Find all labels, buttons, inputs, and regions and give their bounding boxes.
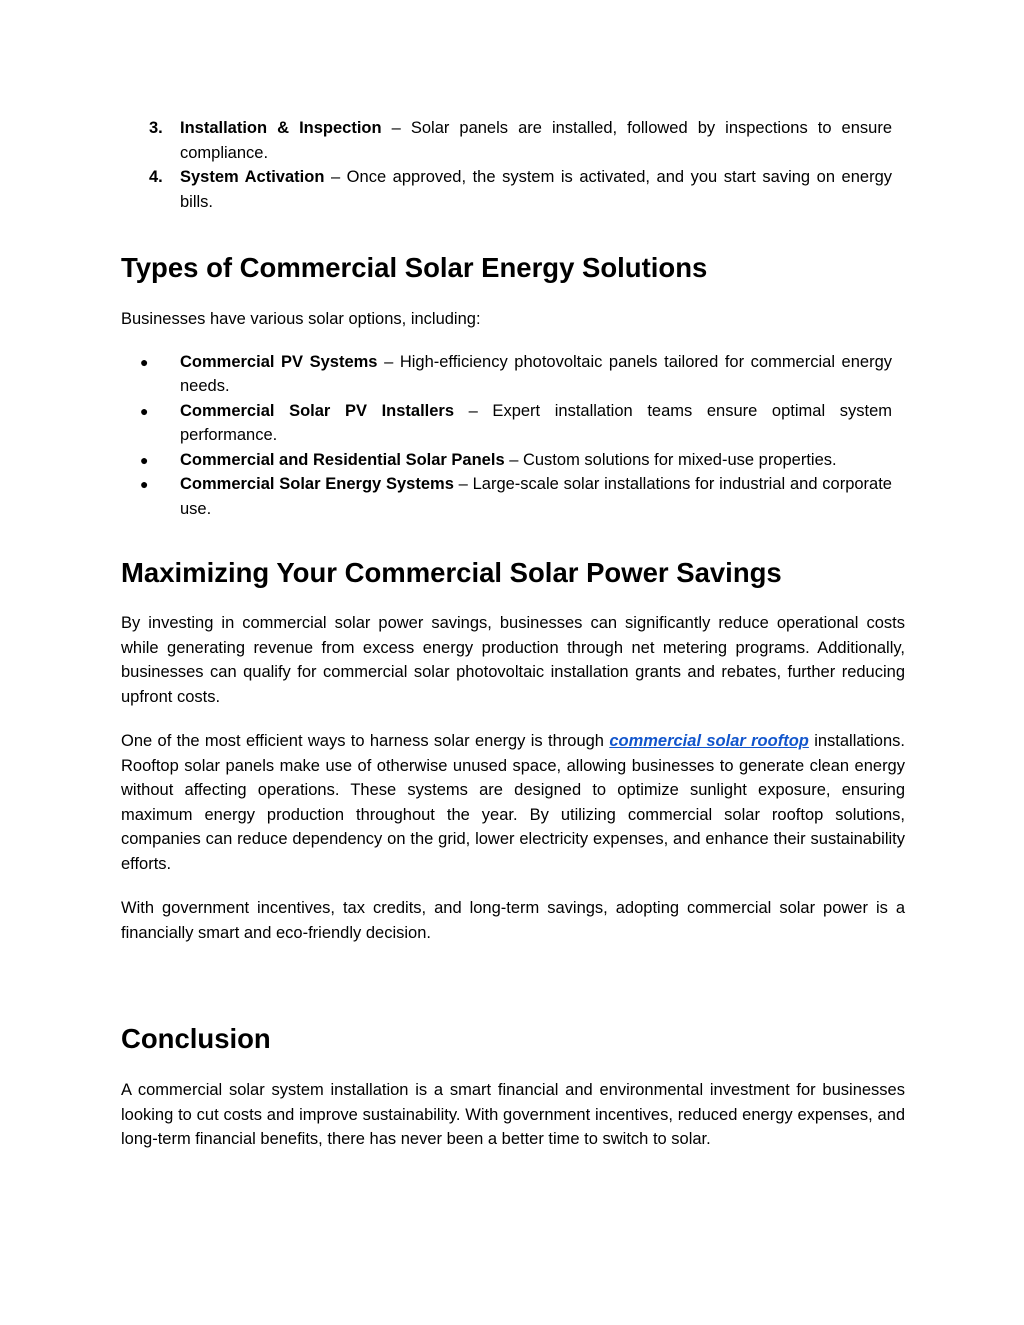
paragraph-text: installations. Rooftop solar panels make use of otherwise unused space, allowing businesses to generate clean energy without affecting operations. These systems are designed to optimize sunlight exposure, ensuring maximum energy production throughout the year. By utilizing commercial solar rooftop solutions, companies can reduce dependency on the grid, lower electricity expenses, and enhance their sustainability efforts.: [121, 732, 905, 873]
option-text: – Custom solutions for mixed-use properties.: [504, 450, 837, 469]
savings-paragraph-3: With government incentives, tax credits, and long-term savings, adopting commercial solar power is a financially smart and eco-friendly decision.: [121, 899, 905, 942]
option-title: Commercial Solar PV Installers: [180, 401, 455, 420]
step-title: System Activation: [180, 168, 325, 186]
savings-paragraph-1: By investing in commercial solar power savings, businesses can significantly reduce operational costs while generating revenue from excess energy production through net metering programs. Additionally, businesses can qualify for commercial solar photovoltaic installation grants and rebates, further reducing upfront costs.: [121, 614, 905, 706]
types-intro: Businesses have various solar options, including:: [121, 310, 481, 328]
option-item: [121, 350, 905, 399]
option-item: [121, 399, 905, 448]
option-text: – Expert installation teams ensure optimal system performance.: [180, 401, 892, 444]
step-title: Installation & Inspection: [180, 119, 382, 137]
bullet-icon: ●: [140, 476, 149, 492]
option-item: [121, 448, 905, 473]
savings-paragraph-2: [121, 729, 905, 876]
step-number: 4.: [149, 168, 163, 186]
savings-heading: Maximizing Your Commercial Solar Power Savings: [121, 557, 782, 588]
bullet-icon: ●: [140, 353, 149, 370]
solar-options-list: [121, 350, 905, 522]
paragraph-text: One of the most efficient ways to harness solar energy is through: [121, 732, 610, 750]
step-item-installation: [121, 116, 905, 165]
option-title: Commercial PV Systems: [180, 352, 378, 371]
bullet-icon: ●: [140, 451, 149, 468]
types-heading: Types of Commercial Solar Energy Solutions: [121, 252, 708, 283]
option-title: Commercial Solar Energy Systems: [180, 475, 454, 493]
process-steps-list: [121, 116, 905, 214]
option-text: – Large-scale solar installations for industrial and corporate use.: [180, 475, 892, 518]
conclusion-heading: Conclusion: [121, 1023, 271, 1054]
step-text: – Once approved, the system is activated, and you start saving on energy bills.: [180, 168, 892, 211]
option-title: Commercial and Residential Solar Panels: [180, 450, 505, 469]
option-text: – High-efficiency photovoltaic panels tailored for commercial energy needs.: [180, 352, 893, 395]
commercial-solar-rooftop-link[interactable]: commercial solar rooftop: [609, 732, 809, 750]
option-item: [121, 472, 905, 521]
bullet-icon: ●: [140, 402, 149, 419]
conclusion-paragraph: A commercial solar system installation is a smart financial and environmental investment for businesses looking to cut costs and improve sustainability. With government incentives, reduced energy expenses, and long-term financial benefits, there has never been a better time to switch to solar.: [121, 1081, 905, 1148]
step-item-activation: [121, 165, 905, 214]
step-number: 3.: [149, 119, 163, 137]
step-text: – Solar panels are installed, followed by inspections to ensure compliance.: [180, 119, 892, 162]
document-page: [121, 116, 905, 1152]
